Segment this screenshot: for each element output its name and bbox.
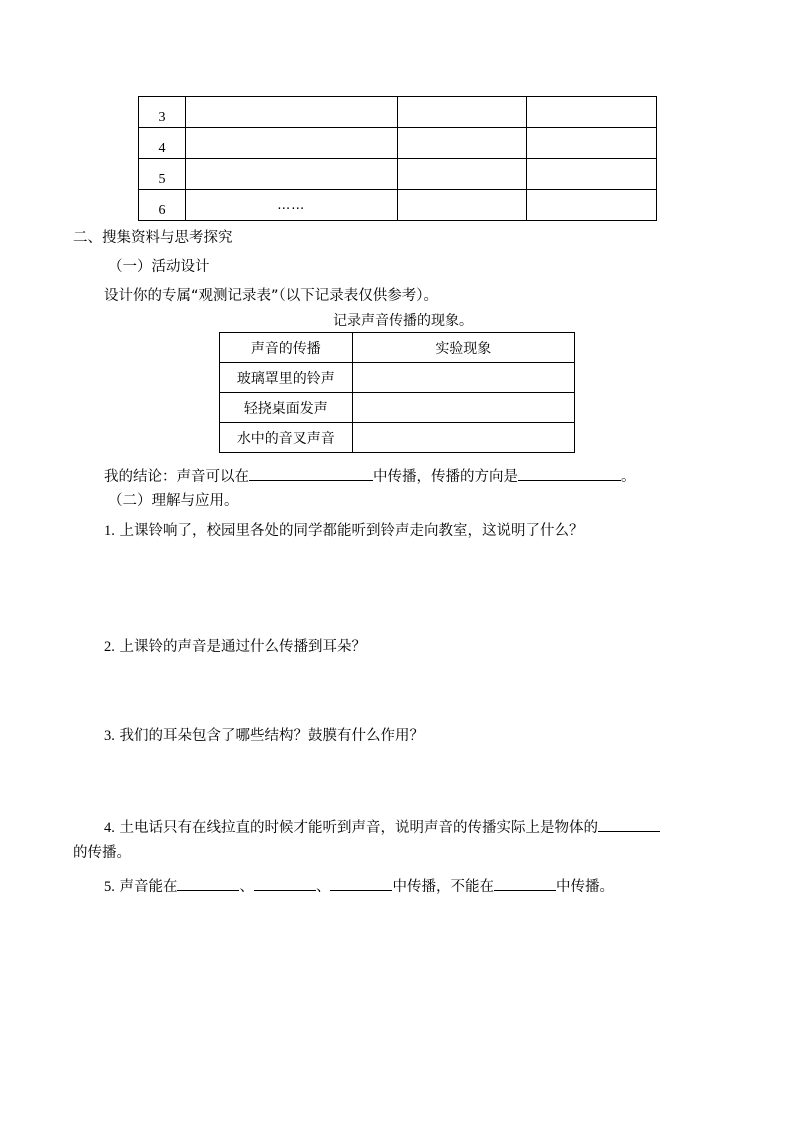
table-cell[interactable] <box>527 159 657 190</box>
question-2 <box>104 640 366 655</box>
table-cell[interactable] <box>185 128 397 159</box>
table-cell[interactable] <box>185 97 397 128</box>
conclusion-blank-medium[interactable] <box>249 466 373 481</box>
observation-table <box>219 332 575 453</box>
answer-blank[interactable] <box>177 876 239 891</box>
table-cell[interactable] <box>527 190 657 221</box>
conclusion-line <box>104 466 636 485</box>
conclusion-text-b: 中传播，传播的方向是 <box>373 469 518 485</box>
question-text: 上课铃响了，校园里各处的同学都能听到铃声走向教室，这说明了什么？ <box>119 523 584 539</box>
column-header: 声音的传播 <box>220 333 353 363</box>
question-number: 3. <box>104 728 115 744</box>
question-text: 土电话只有在线拉直的时候才能听到声音，说明声音的传播实际上是物体的 <box>119 820 598 836</box>
part2-title: （二）理解与应用。 <box>108 493 239 509</box>
separator: 、 <box>315 879 331 895</box>
ellipsis-cell: …… <box>185 190 397 221</box>
row-label: 水中的音叉声音 <box>220 423 353 453</box>
question-text: 我们的耳朵包含了哪些结构？鼓膜有什么作用？ <box>119 728 424 744</box>
question-number: 5. <box>104 879 115 895</box>
question-number: 2. <box>104 639 115 655</box>
table-cell[interactable] <box>397 97 527 128</box>
column-header: 实验现象 <box>352 333 574 363</box>
question-number: 4. <box>104 820 115 836</box>
question-5 <box>104 876 614 895</box>
question-4 <box>104 817 660 836</box>
section-title: 二、搜集资料与思考探究 <box>73 230 233 246</box>
table-row <box>139 128 657 159</box>
table-cell[interactable] <box>397 190 527 221</box>
question-4-continued: 的传播。 <box>73 845 131 861</box>
table-row <box>220 393 575 423</box>
table-row <box>220 423 575 453</box>
row-number: 3 <box>139 97 186 128</box>
question-text-a: 声音能在 <box>119 879 178 895</box>
row-label: 玻璃罩里的铃声 <box>220 363 353 393</box>
table-cell[interactable] <box>397 128 527 159</box>
record-table-continued <box>138 96 657 221</box>
question-text: 上课铃的声音是通过什么传播到耳朵？ <box>119 639 366 655</box>
answer-cell[interactable] <box>352 363 574 393</box>
answer-cell[interactable] <box>352 393 574 423</box>
table-cell[interactable] <box>527 97 657 128</box>
row-number: 4 <box>139 128 186 159</box>
question-text-c: 中传播。 <box>555 879 614 895</box>
table-row <box>139 159 657 190</box>
question-3 <box>104 729 424 744</box>
table-caption: 记录声音传播的现象。 <box>333 313 473 329</box>
table-header-row <box>220 333 575 363</box>
table-row <box>220 363 575 393</box>
table-cell[interactable] <box>185 159 397 190</box>
design-instruction: 设计你的专属“观测记录表”（以下记录表仅供参考）。 <box>104 288 439 304</box>
table-row <box>139 190 657 221</box>
question-1 <box>104 524 583 539</box>
answer-blank[interactable] <box>494 876 556 891</box>
separator: 、 <box>239 879 254 895</box>
table-row <box>139 97 657 128</box>
row-number: 5 <box>139 159 186 190</box>
answer-blank[interactable] <box>598 817 660 832</box>
row-number: 6 <box>139 190 186 221</box>
table-cell[interactable] <box>527 128 657 159</box>
conclusion-text-a: 我的结论：声音可以在 <box>104 469 249 485</box>
answer-blank[interactable] <box>330 876 392 891</box>
answer-cell[interactable] <box>352 423 574 453</box>
conclusion-blank-direction[interactable] <box>518 466 621 481</box>
conclusion-text-c: 。 <box>621 469 636 485</box>
answer-blank[interactable] <box>254 876 316 891</box>
part1-title: （一）活动设计 <box>108 259 210 275</box>
question-text-b: 中传播，不能在 <box>392 879 494 895</box>
question-number: 1. <box>104 523 115 539</box>
row-label: 轻挠桌面发声 <box>220 393 353 423</box>
table-cell[interactable] <box>397 159 527 190</box>
